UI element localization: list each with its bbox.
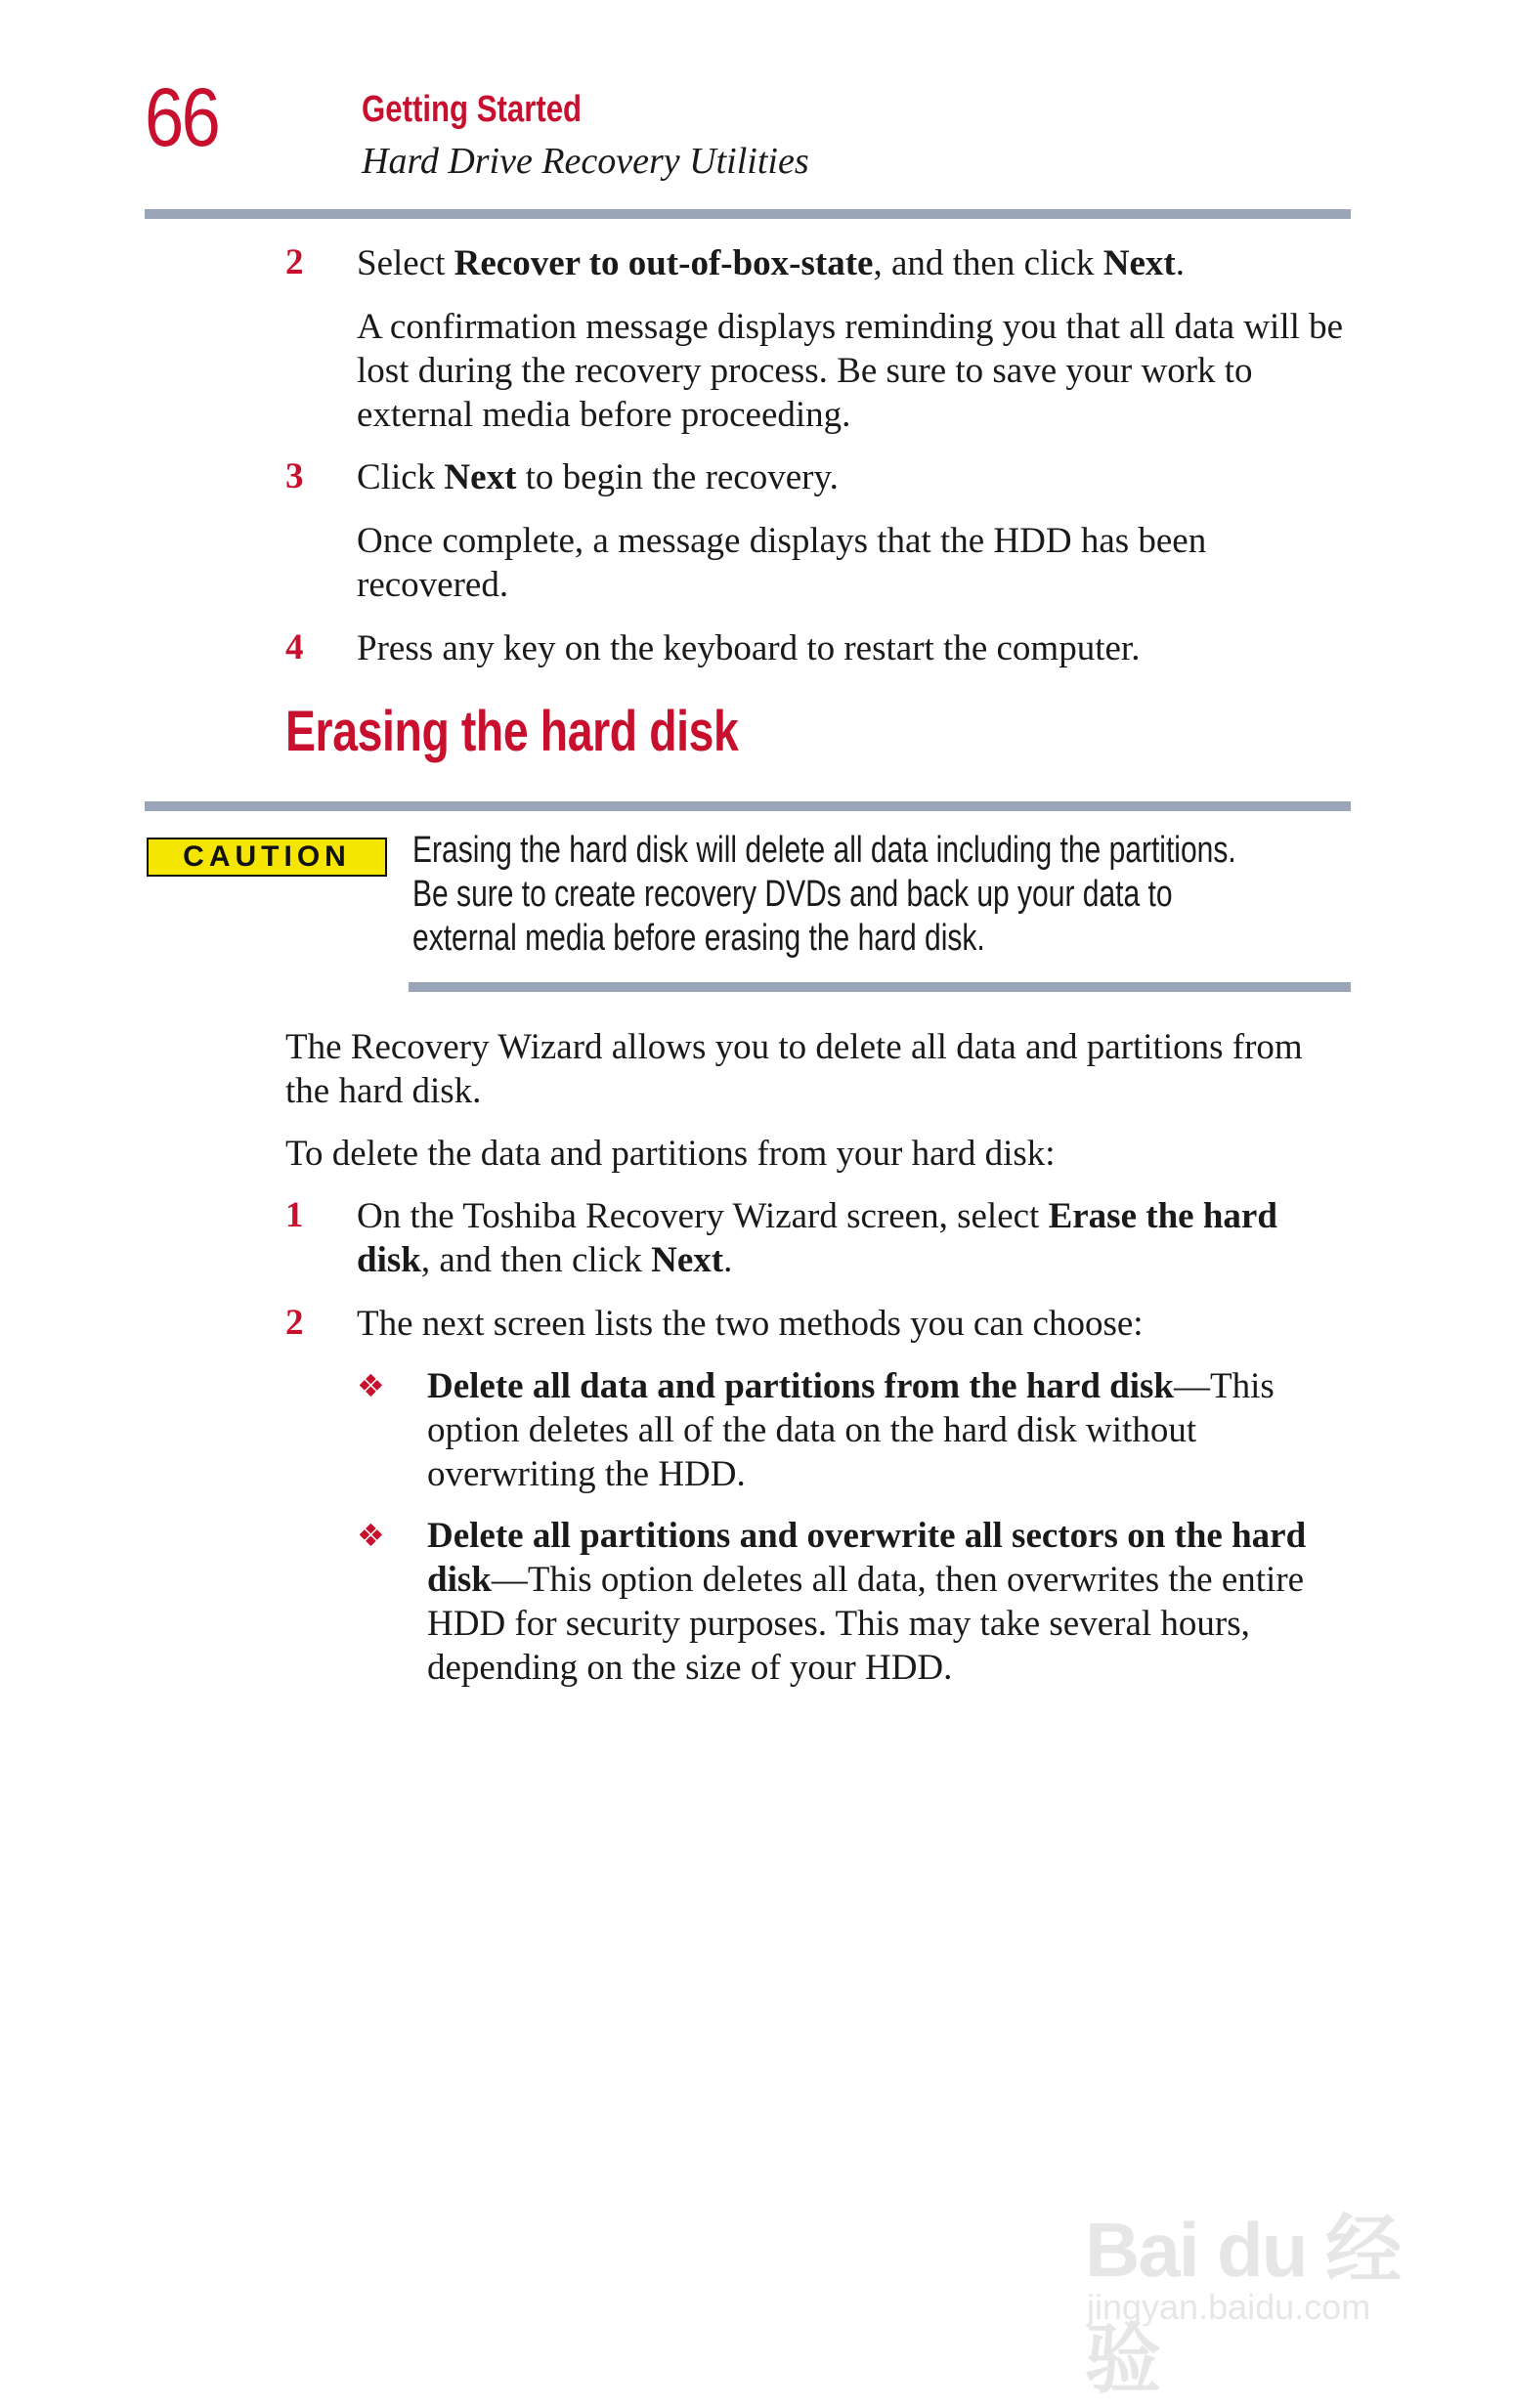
baidu-watermark xyxy=(1085,2140,1456,2402)
step-text: Press any key on the keyboard to restart the computer. xyxy=(357,628,1141,668)
caution-text: Erasing the hard disk will delete all data including the partitions. Be sure to create recovery DVDs and back up your data to external media before erasing the hard disk. xyxy=(412,830,1236,959)
section-heading: Erasing the hard disk xyxy=(285,700,739,763)
chapter-title: Getting Started xyxy=(362,89,583,130)
header-divider xyxy=(145,209,1351,219)
bullet-item: Delete all data and partitions from the hard disk—This option deletes all of the data on the hard disk without overwriting the HDD. xyxy=(427,1366,1275,1494)
step-number: 2 xyxy=(285,242,304,282)
page-number: 66 xyxy=(145,71,219,163)
section-subtitle: Hard Drive Recovery Utilities xyxy=(362,141,809,182)
intro-paragraph: The Recovery Wizard allows you to delete all data and partitions from the hard disk. xyxy=(285,1027,1303,1111)
diamond-bullet-icon: ❖ xyxy=(357,1367,385,1404)
step-number: 2 xyxy=(285,1303,304,1343)
step-note: A confirmation message displays reminding you that all data will be lost during the recovery process. Be sure to save your work to external media before proceeding. xyxy=(357,307,1344,435)
step-number: 1 xyxy=(285,1195,304,1235)
step-text: Select Recover to out-of-box-state, and then click Next. xyxy=(357,243,1185,283)
step-text: On the Toshiba Recovery Wizard screen, select Erase the hard disk, and then click Next. xyxy=(357,1196,1277,1280)
step-number: 3 xyxy=(285,456,304,496)
step-note: Once complete, a message displays that the HDD has been recovered. xyxy=(357,521,1207,605)
caution-divider-top xyxy=(145,801,1351,811)
bullet-item: Delete all partitions and overwrite all sectors on the hard disk—This option deletes all data, then overwrites the entire HDD for security purposes. This may take several hours, depending on the size of your HDD. xyxy=(427,1516,1307,1688)
step-text: The next screen lists the two methods you can choose: xyxy=(357,1304,1144,1344)
step-text: Click Next to begin the recovery. xyxy=(357,457,839,497)
caution-divider-bottom xyxy=(409,982,1351,992)
caution-badge: CAUTION xyxy=(147,838,387,877)
watermark-url: jingyan.baidu.com xyxy=(1087,2287,1371,2327)
step-number: 4 xyxy=(285,627,304,667)
diamond-bullet-icon: ❖ xyxy=(357,1517,385,1554)
watermark-brand: Bai du 经验 xyxy=(1085,2207,1401,2402)
lead-paragraph: To delete the data and partitions from your hard disk: xyxy=(285,1134,1056,1174)
